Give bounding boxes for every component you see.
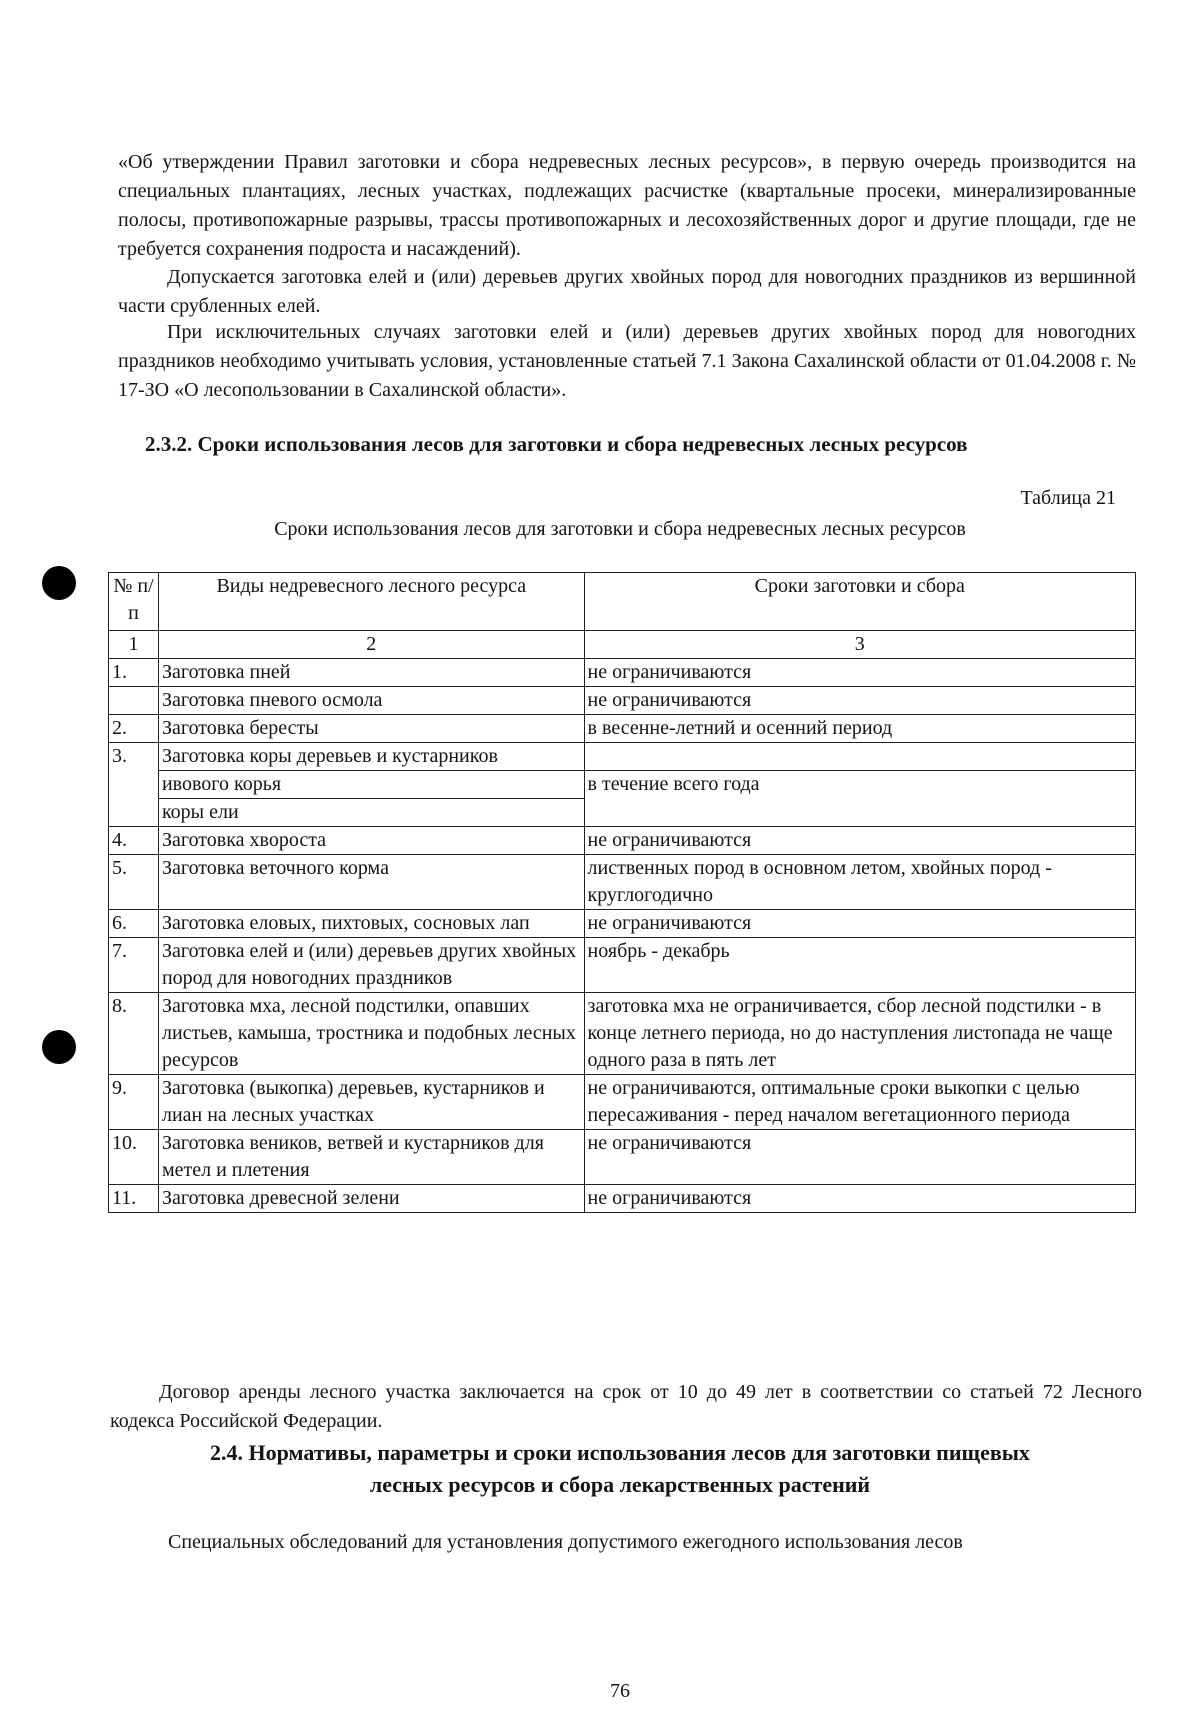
harvest-term: не ограничиваются bbox=[584, 827, 1135, 855]
table-header-row bbox=[109, 573, 1136, 631]
row-number: 3. bbox=[109, 743, 159, 827]
table-row bbox=[109, 1130, 1136, 1185]
resource-type: Заготовка бересты bbox=[158, 715, 584, 743]
harvest-term: не ограничиваются bbox=[584, 687, 1135, 715]
resource-type: Заготовка веников, ветвей и кустарников для метел и плетения bbox=[158, 1130, 584, 1185]
section-2-3-2-heading: 2.3.2. Сроки использования лесов для заготовки и сбора недревесных лесных ресурсов bbox=[145, 432, 968, 456]
harvest-term: не ограничиваются bbox=[584, 1185, 1135, 1213]
table-row bbox=[109, 1075, 1136, 1130]
harvest-term: в весенне-летний и осенний период bbox=[584, 715, 1135, 743]
table-label: Таблица 21 bbox=[1020, 487, 1116, 509]
resource-type: Заготовка древесной зелени bbox=[158, 1185, 584, 1213]
column-number: 2 bbox=[158, 631, 584, 659]
harvest-term: лиственных пород в основном летом, хвойных пород - круглогодично bbox=[584, 855, 1135, 910]
section-2-4-heading-line-2: лесных ресурсов и сбора лекарственных растений bbox=[369, 1472, 871, 1497]
harvest-term: не ограничиваются, оптимальные сроки выкопки с целью пересаживания - перед началом вегетационного периода bbox=[584, 1075, 1135, 1130]
column-number: 1 bbox=[109, 631, 159, 659]
resource-type: Заготовка мха, лесной подстилки, опавших листьев, камыша, тростника и подобных лесных ресурсов bbox=[158, 993, 584, 1075]
section-2-4-heading-line-1: 2.4. Нормативы, параметры и сроки использования лесов для заготовки пищевых bbox=[210, 1440, 1030, 1465]
resource-type: Заготовка веточного корма bbox=[158, 855, 584, 910]
table-row bbox=[109, 827, 1136, 855]
row-number: 6. bbox=[109, 910, 159, 938]
table-row bbox=[109, 855, 1136, 910]
table-row bbox=[109, 743, 1136, 771]
table-row bbox=[109, 687, 1136, 715]
harvest-term: заготовка мха не ограничивается, сбор лесной подстилки - в конце летнего периода, но до наступления листопада не чаще одного раза в пять лет bbox=[584, 993, 1135, 1075]
resource-type: коры ели bbox=[158, 799, 584, 827]
harvest-term: не ограничиваются bbox=[584, 1130, 1135, 1185]
resource-type: Заготовка коры деревьев и кустарников bbox=[158, 743, 584, 771]
table-row bbox=[109, 771, 1136, 799]
resource-type: Заготовка хвороста bbox=[158, 827, 584, 855]
header-number: № п/п bbox=[109, 573, 159, 631]
table-caption: Сроки использования лесов для заготовки и сбора недревесных лесных ресурсов bbox=[274, 518, 966, 540]
table-row bbox=[109, 1185, 1136, 1213]
harvest-term: не ограничиваются bbox=[584, 659, 1135, 687]
row-number: 7. bbox=[109, 938, 159, 993]
row-number: 11. bbox=[109, 1185, 159, 1213]
row-number: 5. bbox=[109, 855, 159, 910]
column-number: 3 bbox=[584, 631, 1135, 659]
table-row bbox=[109, 993, 1136, 1075]
row-number: 10. bbox=[109, 1130, 159, 1185]
harvest-term: в течение всего года bbox=[584, 771, 1135, 827]
row-number: 1. bbox=[109, 659, 159, 687]
resource-type: Заготовка елей и (или) деревьев других хвойных пород для новогодних праздников bbox=[158, 938, 584, 993]
resource-type: Заготовка еловых, пихтовых, сосновых лап bbox=[158, 910, 584, 938]
resource-type: Заготовка пней bbox=[158, 659, 584, 687]
resource-type: Заготовка пневого осмола bbox=[158, 687, 584, 715]
resources-table bbox=[108, 572, 1136, 1213]
harvest-term bbox=[584, 743, 1135, 771]
row-number bbox=[109, 687, 159, 715]
row-number: 8. bbox=[109, 993, 159, 1075]
harvest-term: не ограничиваются bbox=[584, 910, 1135, 938]
harvest-term: ноябрь - декабрь bbox=[584, 938, 1135, 993]
row-number: 4. bbox=[109, 827, 159, 855]
intro-paragraph-1: «Об утверждении Правил заготовки и сбора недревесных лесных ресурсов», в первую очередь производится на специальных плантациях, лесных участках, подлежащих расчистке (квартальные просеки, минерализированные полосы, противопожарные разрывы, трассы противопожарных и лесохозяйственных дорог и другие площади, где не требуется сохранения подроста и насаждений). bbox=[118, 151, 1136, 260]
table-row bbox=[109, 938, 1136, 993]
punch-hole-top bbox=[42, 566, 76, 600]
column-number-row bbox=[109, 631, 1136, 659]
page-number: 76 bbox=[610, 1680, 630, 1702]
section-2-4-text: Специальных обследований для установления допустимого ежегодного использования лесов bbox=[168, 1531, 963, 1553]
table-row bbox=[109, 910, 1136, 938]
intro-paragraph-3: При исключительных случаях заготовки елей и (или) деревьев других хвойных пород для новогодних праздников необходимо учитывать условия, установленные статьей 7.1 Закона Сахалинской области от 01.04.2008 г. № 17-ЗО «О лесопользовании в Сахалинской области». bbox=[118, 321, 1136, 401]
row-number: 2. bbox=[109, 715, 159, 743]
resource-type: ивового корья bbox=[158, 771, 584, 799]
intro-paragraph-2: Допускается заготовка елей и (или) деревьев других хвойных пород для новогодних праздников из вершинной части срубленных елей. bbox=[118, 266, 1136, 317]
lease-paragraph: Договор аренды лесного участка заключается на срок от 10 до 49 лет в соответствии со статьей 72 Лесного кодекса Российской Федерации. bbox=[110, 1381, 1142, 1432]
row-number: 9. bbox=[109, 1075, 159, 1130]
table-row bbox=[109, 659, 1136, 687]
header-resource-type: Виды недревесного лесного ресурса bbox=[158, 573, 584, 631]
header-terms: Сроки заготовки и сбора bbox=[584, 573, 1135, 631]
punch-hole-bottom bbox=[42, 1030, 76, 1064]
resource-type: Заготовка (выкопка) деревьев, кустарников и лиан на лесных участках bbox=[158, 1075, 584, 1130]
table-row bbox=[109, 715, 1136, 743]
